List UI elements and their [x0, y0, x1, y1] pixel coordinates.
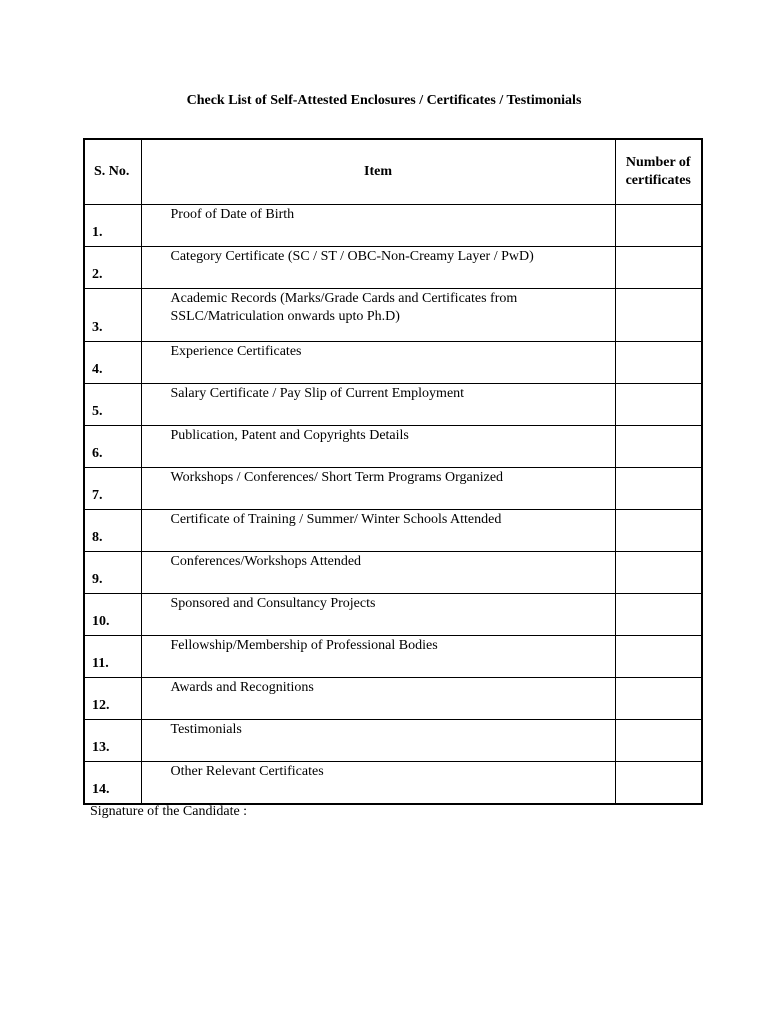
row-count-cell[interactable] [615, 678, 702, 720]
table-body [84, 205, 702, 805]
row-item [141, 205, 615, 247]
row-count-cell[interactable] [615, 552, 702, 594]
row-sno: 13. [84, 720, 141, 762]
table-row [84, 678, 702, 720]
row-sno: 14. [84, 762, 141, 805]
row-sno: 9. [84, 552, 141, 594]
row-count-cell[interactable] [615, 426, 702, 468]
row-item-line: Sponsored and Consultancy Projects [170, 596, 376, 611]
header-count [615, 139, 702, 205]
row-item-line: Proof of Date of Birth [170, 207, 295, 222]
row-count-cell[interactable] [615, 762, 702, 805]
row-sno: 4. [84, 342, 141, 384]
row-count-cell[interactable] [615, 594, 702, 636]
table-row [84, 594, 702, 636]
header-count-line1: Number of [625, 155, 691, 170]
row-sno: 7. [84, 468, 141, 510]
row-item-line: Workshops / Conferences/ Short Term Programs Organized [170, 470, 504, 485]
row-item-line: Conferences/Workshops Attended [170, 554, 362, 569]
row-item [141, 384, 615, 426]
table-row [84, 384, 702, 426]
table-row [84, 762, 702, 805]
table-row [84, 289, 702, 342]
row-item [141, 594, 615, 636]
signature-label: Signature of the Candidate : [90, 804, 248, 819]
row-item [141, 762, 615, 805]
row-sno: 3. [84, 289, 141, 342]
row-item-line: Testimonials [170, 722, 242, 737]
row-item [141, 468, 615, 510]
row-count-cell[interactable] [615, 342, 702, 384]
table-row [84, 720, 702, 762]
row-item-line: Fellowship/Membership of Professional Bodies [170, 638, 438, 653]
row-sno: 2. [84, 247, 141, 289]
row-item [141, 342, 615, 384]
row-sno: 10. [84, 594, 141, 636]
row-item-line: Awards and Recognitions [170, 680, 314, 695]
row-item-line: Other Relevant Certificates [170, 764, 324, 779]
row-sno: 6. [84, 426, 141, 468]
row-item-line: Salary Certificate / Pay Slip of Current Employment [170, 386, 465, 401]
row-sno: 5. [84, 384, 141, 426]
row-count-cell[interactable] [615, 468, 702, 510]
row-item [141, 247, 615, 289]
row-count-cell[interactable] [615, 510, 702, 552]
row-item-line: Category Certificate (SC / ST / OBC-Non-Creamy Layer / PwD) [170, 249, 534, 264]
row-sno: 8. [84, 510, 141, 552]
table-row [84, 468, 702, 510]
row-item-line: SSLC/Matriculation onwards upto Ph.D) [170, 309, 400, 324]
row-sno: 11. [84, 636, 141, 678]
page-title: Check List of Self-Attested Enclosures / Certificates / Testimonials [186, 93, 582, 108]
row-item-line: Publication, Patent and Copyrights Details [170, 428, 409, 443]
checklist-table [83, 138, 703, 805]
table-row [84, 636, 702, 678]
row-item [141, 720, 615, 762]
row-item [141, 426, 615, 468]
row-count-cell[interactable] [615, 289, 702, 342]
row-sno: 1. [84, 205, 141, 247]
row-count-cell[interactable] [615, 384, 702, 426]
row-item [141, 552, 615, 594]
table-row [84, 552, 702, 594]
header-count-line2: certificates [625, 173, 691, 188]
row-count-cell[interactable] [615, 636, 702, 678]
row-item [141, 289, 615, 342]
header-item: Item [141, 139, 615, 205]
row-item [141, 678, 615, 720]
row-item-line: Certificate of Training / Summer/ Winter Schools Attended [170, 512, 502, 527]
row-count-cell[interactable] [615, 205, 702, 247]
row-count-cell[interactable] [615, 247, 702, 289]
row-item [141, 510, 615, 552]
table-row [84, 426, 702, 468]
row-item-line: Academic Records (Marks/Grade Cards and Certificates from [170, 291, 518, 306]
table-header-row [84, 139, 702, 205]
table-row [84, 510, 702, 552]
row-count-cell[interactable] [615, 720, 702, 762]
table-row [84, 247, 702, 289]
row-sno: 12. [84, 678, 141, 720]
row-item-line: Experience Certificates [170, 344, 302, 359]
table-row [84, 205, 702, 247]
table-row [84, 342, 702, 384]
header-sno: S. No. [84, 139, 141, 205]
row-item [141, 636, 615, 678]
